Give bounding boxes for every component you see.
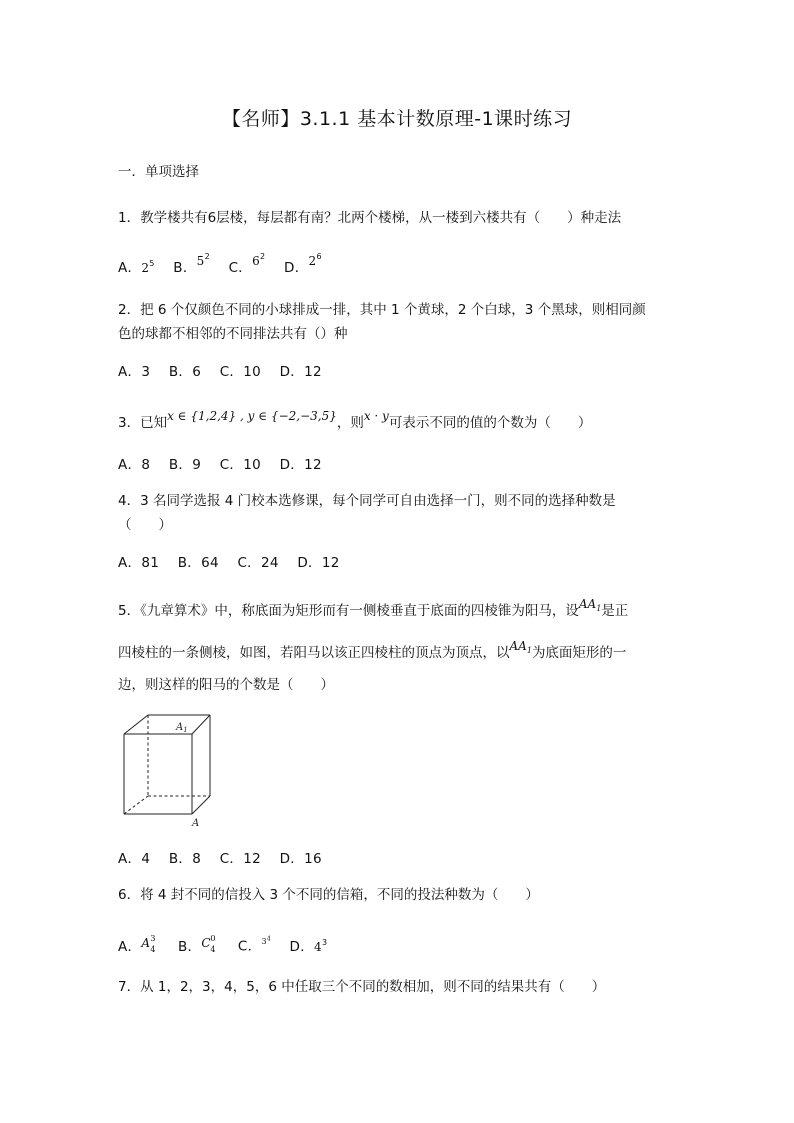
option-a: A． A 3 4: [118, 937, 159, 957]
page-title: 【名师】3.1.1 基本计数原理-1课时练习: [221, 108, 573, 130]
option-a: A．4: [118, 851, 151, 867]
option-d: D．12: [279, 457, 322, 473]
option-b: B．9: [168, 457, 202, 473]
question-2-line-1: 2．把 6 个仅颜色不同的小球排成一排，其中 1 个黄球，2 个白球，3 个黑球，则相同颜: [118, 302, 646, 318]
edge-aa1: $AA_1$: [578, 597, 602, 613]
question-1: 1．教学楼共有6层楼，每层都有南？北两个楼梯，从一楼到六楼共有（ ）种走法: [118, 210, 622, 226]
question-5-line-1: 5．《九章算术》中，称底面为矩形而有一侧棱垂直于底面的四棱锥为阳马，设$AA_1$是正: [118, 597, 629, 619]
question-1-options: [118, 252, 336, 280]
option-b: B．$5^2$: [173, 252, 210, 276]
option-d: D．16: [279, 851, 322, 867]
question-3: 3．已知x ∈ {1,2,4} , y ∈ {−2,−3,5}，则x · y可表示不同的值的个数为（ ）: [118, 409, 592, 431]
label-a: A: [192, 818, 200, 828]
question-5-options: [118, 849, 336, 869]
option-b: B．6: [168, 364, 202, 380]
option-b: B．8: [168, 851, 202, 867]
option-d: D．$2^6$: [284, 252, 322, 276]
question-5-line-3: 边，则这样的阳马的个数是（ ）: [118, 677, 334, 693]
question-4-options: [118, 553, 354, 573]
option-c: C．$6^2$: [228, 252, 266, 276]
option-a: A．$2^5$: [118, 259, 155, 276]
option-b: B． C 0 4: [178, 937, 219, 957]
option-b: B．64: [177, 555, 219, 571]
hidden-edge-bottom-left: [124, 796, 148, 814]
question-6-options: [118, 933, 341, 959]
question-7: 7．从 1，2，3，4，5，6 中任取三个不同的数相加，则不同的结果共有（ ）: [118, 979, 606, 995]
label-a1: $A_1$: [176, 722, 188, 734]
permutation-symbol: A 3 4: [141, 933, 156, 954]
set-x-expression: x ∈ {1,2,4}: [167, 409, 237, 423]
question-3-options: [118, 455, 336, 475]
option-c: C．12: [219, 851, 261, 867]
question-4-line-1: 4．3 名同学选报 4 门校本选修课，每个同学可自由选择一门，则不同的选择种数是: [118, 493, 616, 509]
option-c: C．24: [237, 555, 279, 571]
option-c: C．10: [219, 364, 261, 380]
edge-bottom-right: [192, 796, 210, 814]
option-d: D．12: [279, 364, 322, 380]
question-6: 6．将 4 封不同的信投入 3 个不同的信箱，不同的投法种数为（ ）: [118, 887, 539, 903]
edge-top-left: [124, 715, 148, 734]
option-a: A．3: [118, 364, 151, 380]
question-5-line-2: 四棱柱的一条侧棱，如图，若阳马以该正四棱柱的顶点为顶点，以$AA_1$为底面矩形的一: [118, 639, 627, 661]
option-c: C．10: [219, 457, 261, 473]
option-d: D．$4^3$: [289, 937, 328, 955]
option-a: A．8: [118, 457, 151, 473]
edge-top-right: [192, 715, 210, 734]
option-c: C．$^{3^4}$: [237, 935, 271, 955]
option-d: D．12: [297, 555, 340, 571]
set-y-expression: y ∈ {−2,−3,5}: [247, 409, 337, 423]
prism-figure: [118, 710, 228, 828]
section-heading: 一．单项选择: [118, 164, 199, 180]
edge-aa1: $AA_1$: [509, 639, 532, 655]
question-2-line-2: 色的球都不相邻的不同排法共有（）种: [118, 326, 348, 342]
question-4-line-2: （ ）: [118, 517, 172, 533]
question-2-options: [118, 362, 336, 382]
option-a: A．81: [118, 555, 160, 571]
combination-symbol: C 0 4: [201, 933, 216, 954]
product-expression: x · y: [363, 409, 389, 423]
